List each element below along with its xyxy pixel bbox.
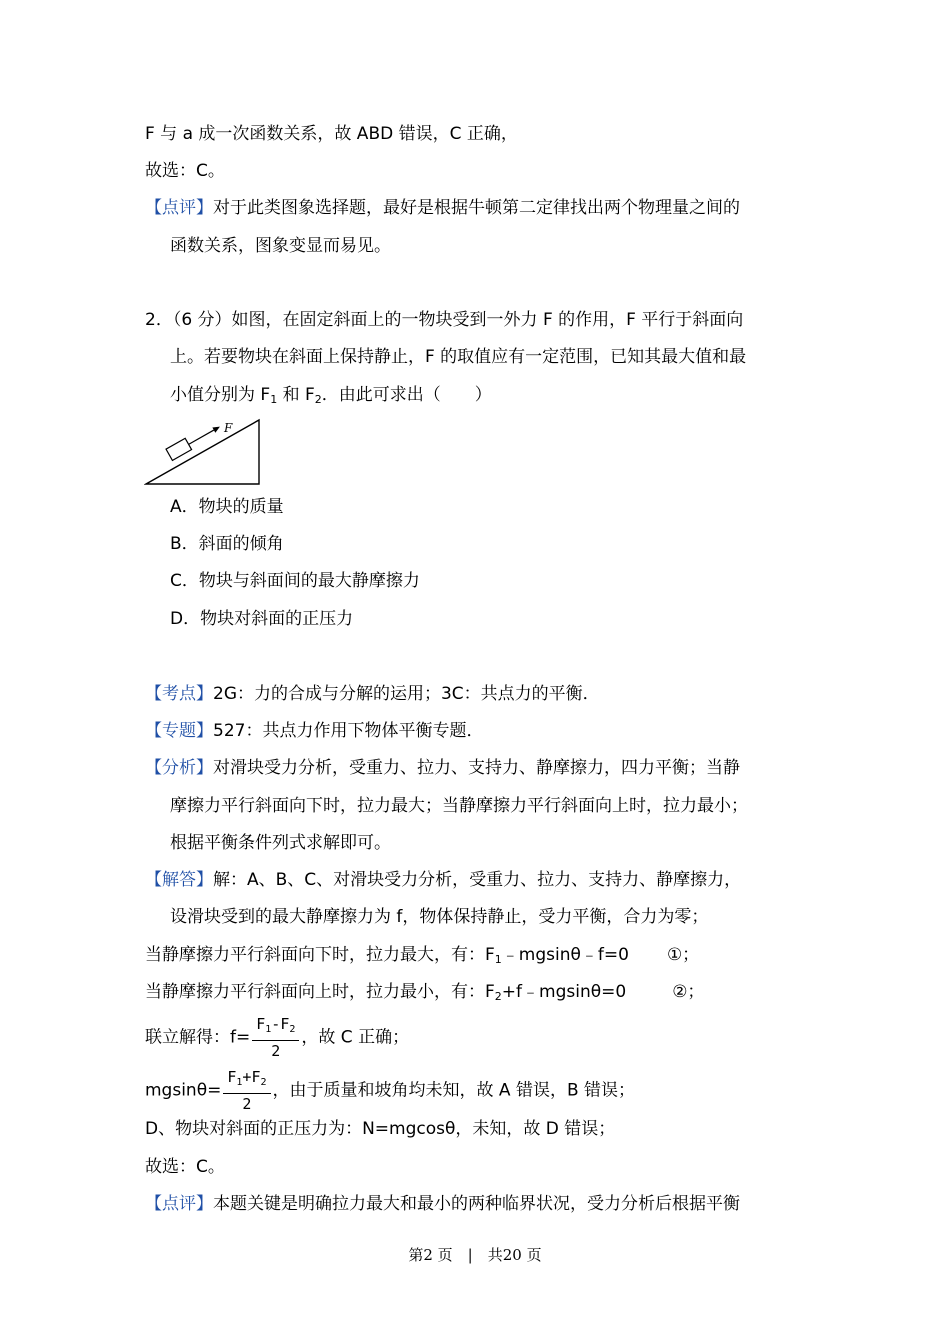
q2-stem-line1: 2．（6 分）如图，在固定斜面上的一物块受到一外力 F 的作用，F 平行于斜面向 — [145, 310, 744, 330]
q1-answer: 故选：C。 — [145, 161, 225, 181]
equation-4: mgsinθ= $\frac{F_1+F_2}{2}$ ，由于质量和坡角均未知，故 A 错误，B 错误； — [145, 1068, 636, 1113]
force-label: F — [224, 421, 233, 435]
q2-review: 【点评】本题关键是明确拉力最大和最小的两种临界状况，受力分析后根据平衡 — [145, 1194, 740, 1214]
fenxi: 【分析】对滑块受力分析，受重力、拉力、支持力、静摩擦力，四力平衡；当静 — [145, 758, 740, 778]
kaodian: 【考点】2G：力的合成与分解的运用；3C：共点力的平衡． — [145, 684, 600, 704]
zhuanti: 【专题】527：共点力作用下物体平衡专题． — [145, 721, 484, 741]
option-a: A．物块的质量 — [170, 497, 284, 517]
fraction-f: $\frac{F_1-F_2}{2}$ — [252, 1014, 299, 1061]
fenxi-cont-1: 摩擦力平行斜面向下时，拉力最大；当静摩擦力平行斜面向上时，拉力最小； — [170, 796, 748, 816]
equation-1: 当静摩擦力平行斜面向下时，拉力最大，有：$F_1﹣mgsin\theta﹣f=0$ ①； — [145, 945, 700, 966]
option-b: B．斜面的倾角 — [170, 534, 284, 554]
equation-3: 联立解得：f= $\frac{F_1-F_2}{2}$ ，故 C 正确； — [145, 1015, 410, 1060]
block-shape — [166, 438, 192, 460]
page-footer: 第2 页 | 共20 页 — [408, 1246, 542, 1264]
force-arrow — [189, 430, 214, 444]
equation-2: 当静摩擦力平行斜面向上时，拉力最小，有：$F_2+f﹣mgsin\theta=0$ ②； — [145, 982, 705, 1003]
q1-conclusion: F 与 a 成一次函数关系，故 ABD 错误，C 正确， — [145, 124, 518, 144]
option-d: D．物块对斜面的正压力 — [170, 609, 354, 629]
option-d-analysis: D、物块对斜面的正压力为：N=mgcosθ，未知，故 D 错误； — [145, 1119, 616, 1139]
q1-review-cont: 函数关系，图象变显而易见。 — [170, 236, 391, 256]
option-c: C．物块与斜面间的最大静摩擦力 — [170, 571, 420, 591]
review-text: 对于此类图象选择题，最好是根据牛顿第二定律找出两个物理量之间的 — [213, 198, 740, 218]
fenxi-cont-2: 根据平衡条件列式求解即可。 — [170, 833, 391, 853]
jieda-cont: 设滑块受到的最大静摩擦力为 f，物体保持静止，受力平衡，合力为零； — [170, 907, 709, 927]
q2-stem-line3: 小值分别为 $F_1$ 和 $F_2$．由此可求出（ ） — [170, 385, 492, 406]
q2-stem-line2: 上。若要物块在斜面上保持静止，F 的取值应有一定范围，已知其最大值和最 — [170, 347, 747, 367]
q1-review — [145, 197, 740, 219]
q2-answer: 故选：C。 — [145, 1157, 225, 1177]
incline-figure — [144, 417, 264, 487]
jieda: 【解答】解：A、B、C、对滑块受力分析，受重力、拉力、支持力、静摩擦力， — [145, 870, 742, 890]
fraction-mgsin: $\frac{F_1+F_2}{2}$ — [223, 1067, 270, 1114]
review-tag: 【点评】 — [145, 198, 213, 218]
